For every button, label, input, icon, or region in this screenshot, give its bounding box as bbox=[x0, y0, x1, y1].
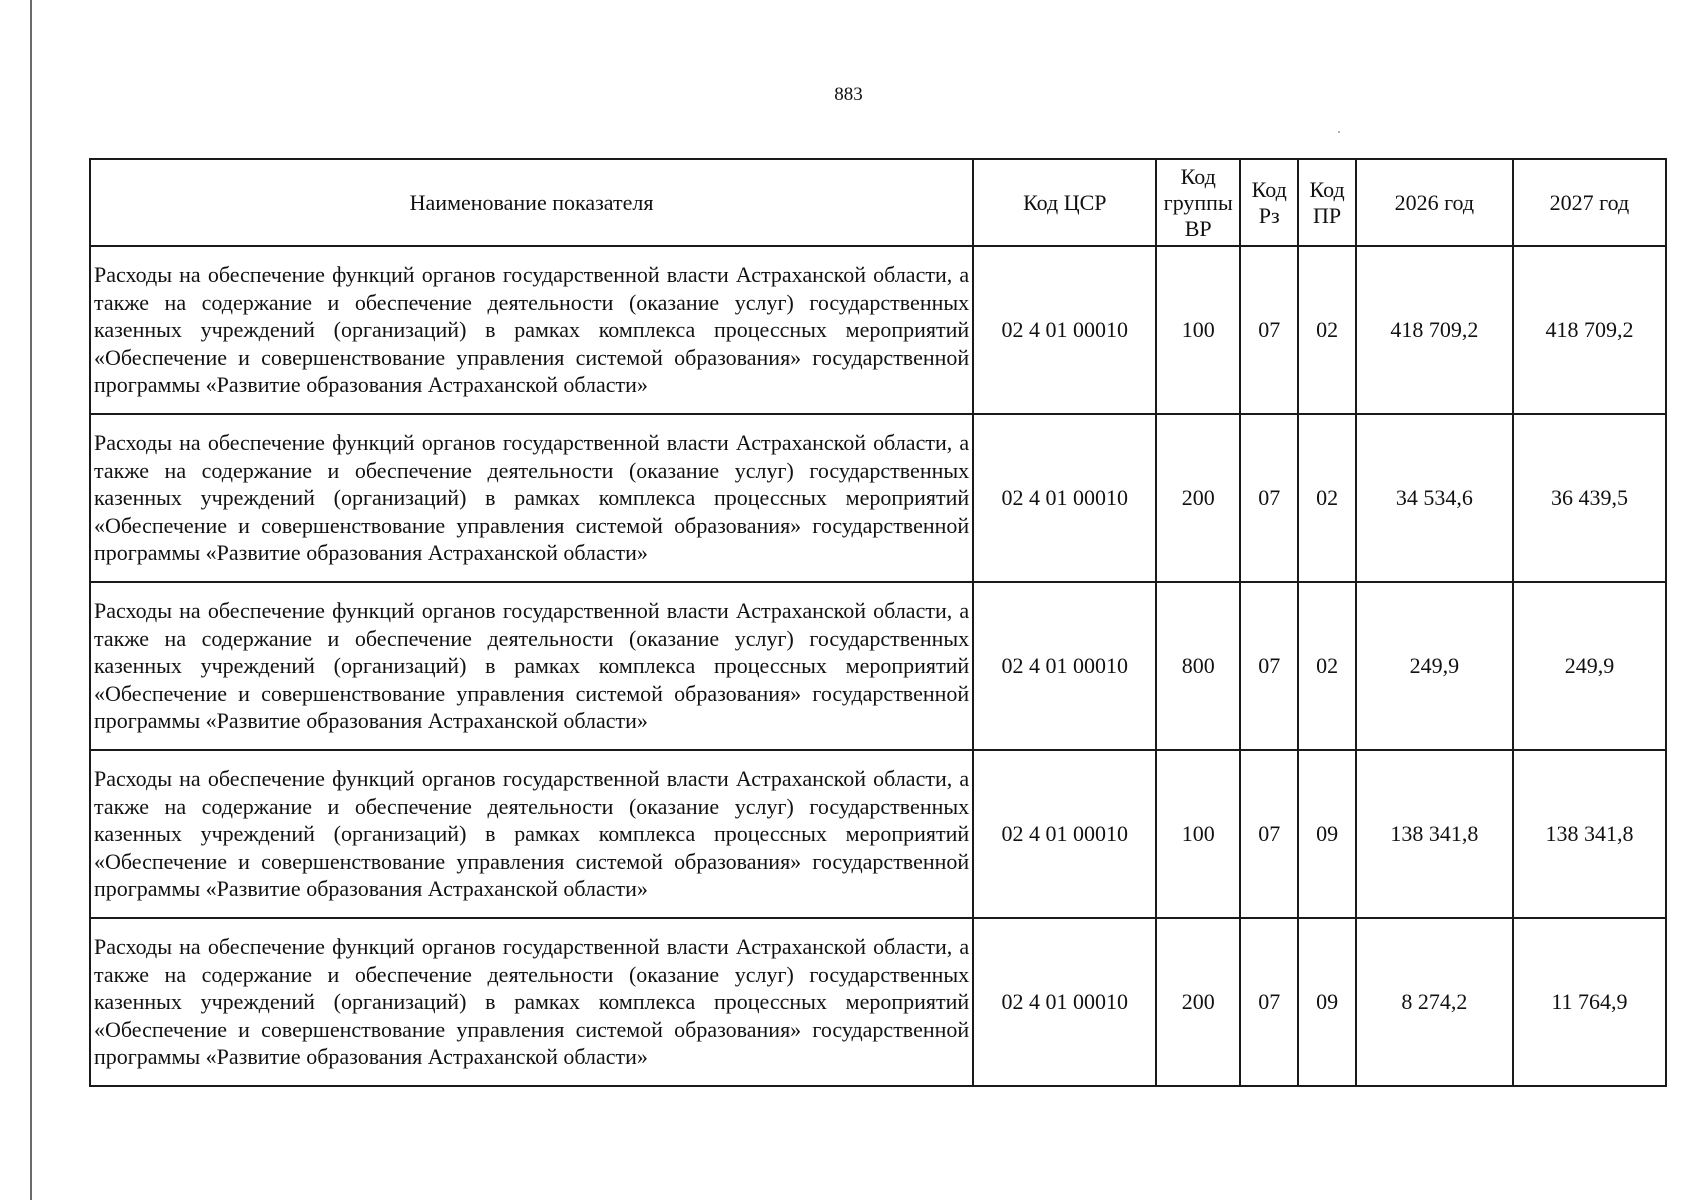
row-vr: 100 bbox=[1156, 246, 1240, 414]
row-2026: 8 274,2 bbox=[1356, 918, 1513, 1086]
row-2027: 138 341,8 bbox=[1513, 750, 1666, 918]
header-vr: Код группы ВР bbox=[1156, 159, 1240, 246]
table-row bbox=[90, 750, 1666, 918]
row-vr: 200 bbox=[1156, 918, 1240, 1086]
row-name: Расходы на обеспечение функций органов государственной власти Астраханской области, а также на содержание и обеспечение деятельности (оказание услуг) государственных казенных учреждений (организаций) в рамках комплекса процессных мероприятий «Обеспечение и совершенствование управления системой образования» государственной программы «Развитие образования Астраханской области» bbox=[90, 246, 973, 414]
row-rz: 07 bbox=[1240, 750, 1298, 918]
header-name: Наименование показателя bbox=[90, 159, 973, 246]
row-vr: 100 bbox=[1156, 750, 1240, 918]
scan-speck bbox=[1338, 131, 1340, 133]
row-vr: 200 bbox=[1156, 414, 1240, 582]
row-pr: 09 bbox=[1298, 918, 1355, 1086]
row-2026: 418 709,2 bbox=[1356, 246, 1513, 414]
header-csr: Код ЦСР bbox=[973, 159, 1156, 246]
row-name: Расходы на обеспечение функций органов государственной власти Астраханской области, а также на содержание и обеспечение деятельности (оказание услуг) государственных казенных учреждений (организаций) в рамках комплекса процессных мероприятий «Обеспечение и совершенствование управления системой образования» государственной программы «Развитие образования Астраханской области» bbox=[90, 750, 973, 918]
row-pr: 02 bbox=[1298, 582, 1355, 750]
row-2027: 36 439,5 bbox=[1513, 414, 1666, 582]
row-name: Расходы на обеспечение функций органов государственной власти Астраханской области, а также на содержание и обеспечение деятельности (оказание услуг) государственных казенных учреждений (организаций) в рамках комплекса процессных мероприятий «Обеспечение и совершенствование управления системой образования» государственной программы «Развитие образования Астраханской области» bbox=[90, 414, 973, 582]
row-rz: 07 bbox=[1240, 246, 1298, 414]
row-pr: 02 bbox=[1298, 246, 1355, 414]
row-vr: 800 bbox=[1156, 582, 1240, 750]
header-2027: 2027 год bbox=[1513, 159, 1666, 246]
header-2026: 2026 год bbox=[1356, 159, 1513, 246]
page-number: 883 bbox=[834, 84, 863, 105]
row-2026: 138 341,8 bbox=[1356, 750, 1513, 918]
table-row bbox=[90, 918, 1666, 1086]
row-2026: 34 534,6 bbox=[1356, 414, 1513, 582]
row-csr: 02 4 01 00010 bbox=[973, 750, 1156, 918]
row-csr: 02 4 01 00010 bbox=[973, 414, 1156, 582]
row-pr: 02 bbox=[1298, 414, 1355, 582]
table-row bbox=[90, 414, 1666, 582]
row-csr: 02 4 01 00010 bbox=[973, 918, 1156, 1086]
row-csr: 02 4 01 00010 bbox=[973, 582, 1156, 750]
row-rz: 07 bbox=[1240, 918, 1298, 1086]
row-2027: 11 764,9 bbox=[1513, 918, 1666, 1086]
table-row bbox=[90, 582, 1666, 750]
row-name: Расходы на обеспечение функций органов государственной власти Астраханской области, а также на содержание и обеспечение деятельности (оказание услуг) государственных казенных учреждений (организаций) в рамках комплекса процессных мероприятий «Обеспечение и совершенствование управления системой образования» государственной программы «Развитие образования Астраханской области» bbox=[90, 582, 973, 750]
binding-margin-line bbox=[30, 0, 32, 1200]
row-csr: 02 4 01 00010 bbox=[973, 246, 1156, 414]
table-header-row bbox=[90, 159, 1666, 246]
table-row bbox=[90, 246, 1666, 414]
row-2026: 249,9 bbox=[1356, 582, 1513, 750]
row-rz: 07 bbox=[1240, 582, 1298, 750]
row-2027: 249,9 bbox=[1513, 582, 1666, 750]
header-rz: Код Рз bbox=[1240, 159, 1298, 246]
row-rz: 07 bbox=[1240, 414, 1298, 582]
budget-table bbox=[89, 158, 1667, 1087]
row-pr: 09 bbox=[1298, 750, 1355, 918]
header-pr: Код ПР bbox=[1298, 159, 1355, 246]
row-name: Расходы на обеспечение функций органов государственной власти Астраханской области, а также на содержание и обеспечение деятельности (оказание услуг) государственных казенных учреждений (организаций) в рамках комплекса процессных мероприятий «Обеспечение и совершенствование управления системой образования» государственной программы «Развитие образования Астраханской области» bbox=[90, 918, 973, 1086]
row-2027: 418 709,2 bbox=[1513, 246, 1666, 414]
